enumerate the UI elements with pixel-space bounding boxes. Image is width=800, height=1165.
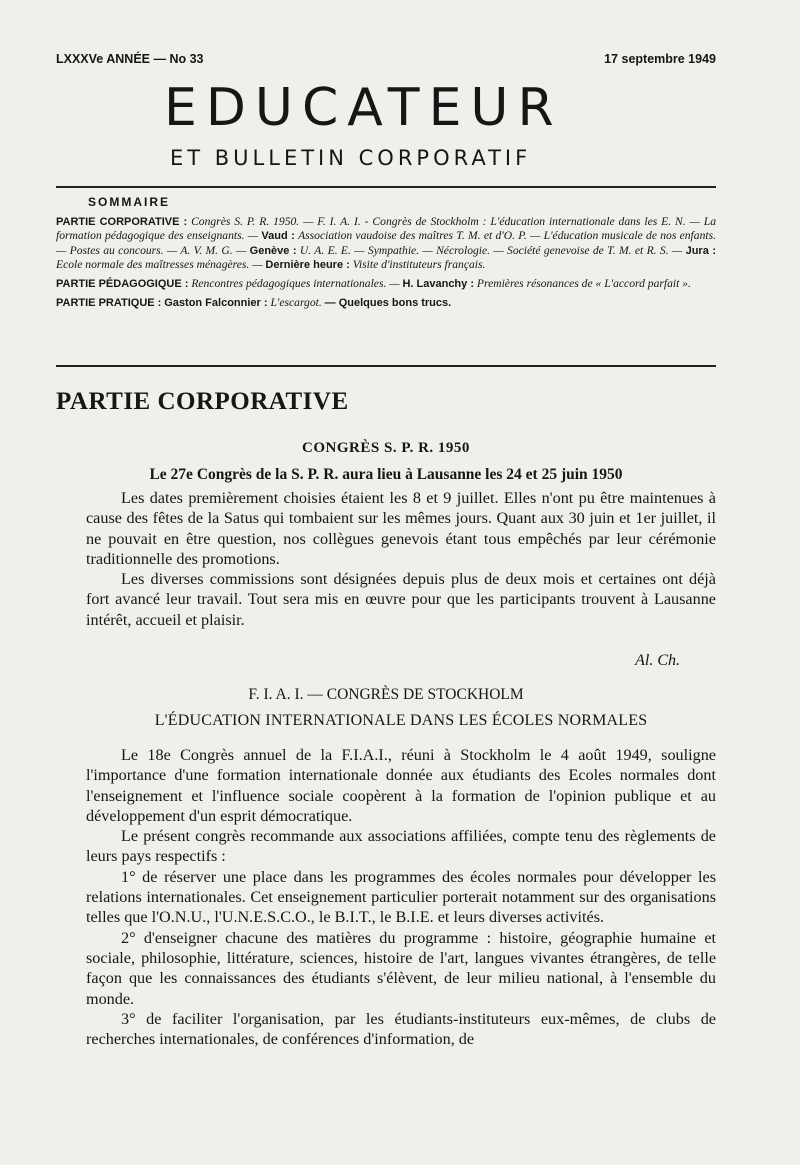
article1-body — [86, 488, 716, 630]
toc-corporative-text-3: U. A. E. E. — Sympathie. — Nécrologie. — Société genevoise de T. M. et R. S. — — [299, 243, 683, 257]
article2-paragraph-1: Le 18e Congrès annuel de la F.I.A.I., réuni à Stockholm le 4 août 1949, souligne l'importance d'une formation internationale donnée aux étudiants des Ecoles normales dont l'enseignement et l'influence sociale coopèrent à la formation de l'opinion publique et au développement d'un esprit démocratique. — [86, 746, 716, 825]
issue-number: LXXXVe ANNÉE — No 33 — [56, 52, 204, 66]
article1-paragraph-2: Les diverses commissions sont désignées depuis plus de deux mois et certaines ont déjà fort avancé leur travail. Tout sera mis en œuvre pour que les participants trouvent à Lausanne intérêt, accueil et plaisir. — [86, 570, 716, 629]
toc-pratique-text-2: — Quelques bons trucs. — [324, 297, 452, 310]
toc-pratique-text-1: L'escargot. — [270, 296, 322, 310]
divider-top — [56, 186, 716, 188]
toc-corporative-text-1: Congrès S. P. R. 1950. — F. I. A. I. - Congrès de Stockholm : L'éducation internationale dans les E. N. — La formation pédagogique des enseignants. — — [56, 215, 716, 243]
toc-pedagogique — [56, 277, 716, 291]
article2-paragraph-4: 2° d'enseigner chacune des matières du programme : histoire, géographie humaine et sociale, philosophie, littérature, sciences, histoire de l'art, langues vivantes étrangères, de telle façon que les connaissances des étudiants s'élèvent, de leur milieu national, à l'ensemble du monde. — [86, 928, 716, 1008]
toc-pedagogique-text-1: Rencontres pédagogiques internationales. — — [191, 277, 400, 291]
divider-bottom — [56, 365, 716, 367]
article-heading-congres: CONGRÈS S. P. R. 1950 — [302, 440, 470, 456]
journal-subtitle: ET BULLETIN CORPORATIF — [170, 146, 532, 170]
section-heading: PARTIE CORPORATIVE — [56, 388, 349, 415]
journal-title: EDUCATEUR — [164, 78, 563, 138]
toc-derniere-label: Dernière heure : — [265, 258, 350, 271]
article-lead: Le 27e Congrès de la S. P. R. aura lieu à Lausanne les 24 et 25 juin 1950 — [149, 466, 623, 483]
toc-pedagogique-author: H. Lavanchy : — [402, 278, 474, 291]
toc-jura-label: Jura : — [685, 244, 716, 257]
article1-signature: Al. Ch. — [635, 652, 680, 669]
toc-pratique-label: PARTIE PRATIQUE : — [56, 297, 162, 310]
article2-heading: F. I. A. I. — CONGRÈS DE STOCKHOLM — [248, 686, 524, 703]
toc-geneve-label: Genève : — [249, 244, 297, 257]
toc-corporative-text-4: Ecole normale des maîtresses ménagères. — — [56, 257, 263, 271]
article1-paragraph-1: Les dates premièrement choisies étaient les 8 et 9 juillet. Elles n'ont pu être maintenues à cause des fêtes de la Satus qui tombaient sur les mêmes jours. Quant aux 30 juin et 1er juillet, il ne pouvait en être question, nos collègues genevois étant tous empêchés par leur cérémonie traditionnelle des promotions. — [86, 489, 716, 568]
toc-corporative-label: PARTIE CORPORATIVE : — [56, 216, 188, 228]
masthead — [56, 52, 716, 66]
toc-pedagogique-text-2: Premières résonances de « L'accord parfait ». — [476, 277, 691, 291]
article2-paragraph-2: Le présent congrès recommande aux associations affiliées, compte tenu des règlements de leurs pays respectifs : — [86, 827, 716, 866]
toc-corporative-text-5: Visite d'instituteurs français. — [352, 257, 486, 271]
toc-corporative-text-2: Association vaudoise des maîtres T. M. et d'O. P. — L'éducation musicale de nos enfants. — Postes au concours. — A. V. M. G. — — [56, 229, 717, 257]
article2-body — [86, 745, 716, 1049]
toc-pratique-author: Gaston Falconnier : — [164, 297, 268, 310]
article2-paragraph-5: 3° de faciliter l'organisation, par les étudiants-instituteurs eux-mêmes, de clubs de recherches internationales, de conférences d'information, de — [86, 1009, 716, 1049]
issue-date: 17 septembre 1949 — [604, 52, 716, 66]
toc-corporative — [56, 215, 716, 272]
sommaire-heading: SOMMAIRE — [88, 195, 170, 209]
article2-paragraph-3: 1° de réserver une place dans les programmes des écoles normales pour développer les relations internationales. Cet enseignement particulier porterait notamment sur des organisations telles que l'O.N.U., l'U.N.E.S.C.O., le B.I.T., le B.I.E. et leurs diverses activités. — [86, 867, 716, 927]
toc-pedagogique-label: PARTIE PÉDAGOGIQUE : — [56, 278, 189, 291]
toc-pratique — [56, 296, 716, 310]
table-of-contents — [56, 215, 716, 316]
article2-subheading: L'ÉDUCATION INTERNATIONALE DANS LES ÉCOLES NORMALES — [154, 712, 648, 729]
toc-vaud-label: Vaud : — [261, 230, 295, 243]
